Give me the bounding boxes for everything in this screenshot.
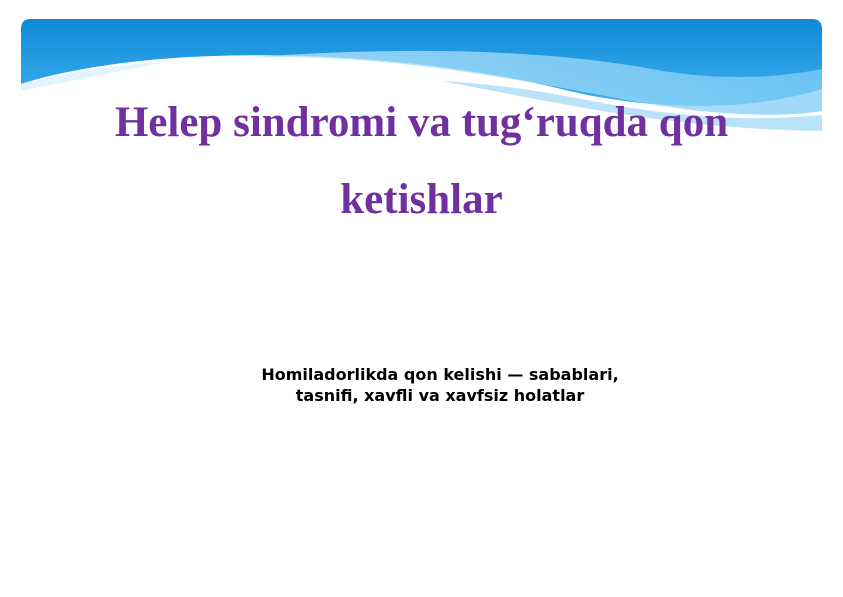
slide-title bbox=[40, 84, 803, 238]
slide-subtitle-line-2: tasnifi, xavfli va xavfsiz holatlar bbox=[295, 386, 585, 405]
slide-subtitle-line-1: Homiladorlikda qon kelishi — sabablari, bbox=[261, 365, 619, 384]
slide-title-line-2: ketishlar bbox=[340, 176, 503, 223]
slide-subtitle bbox=[200, 364, 680, 406]
slide-title-line-1: Helep sindromi va tug‘ruqda qon bbox=[114, 99, 729, 146]
